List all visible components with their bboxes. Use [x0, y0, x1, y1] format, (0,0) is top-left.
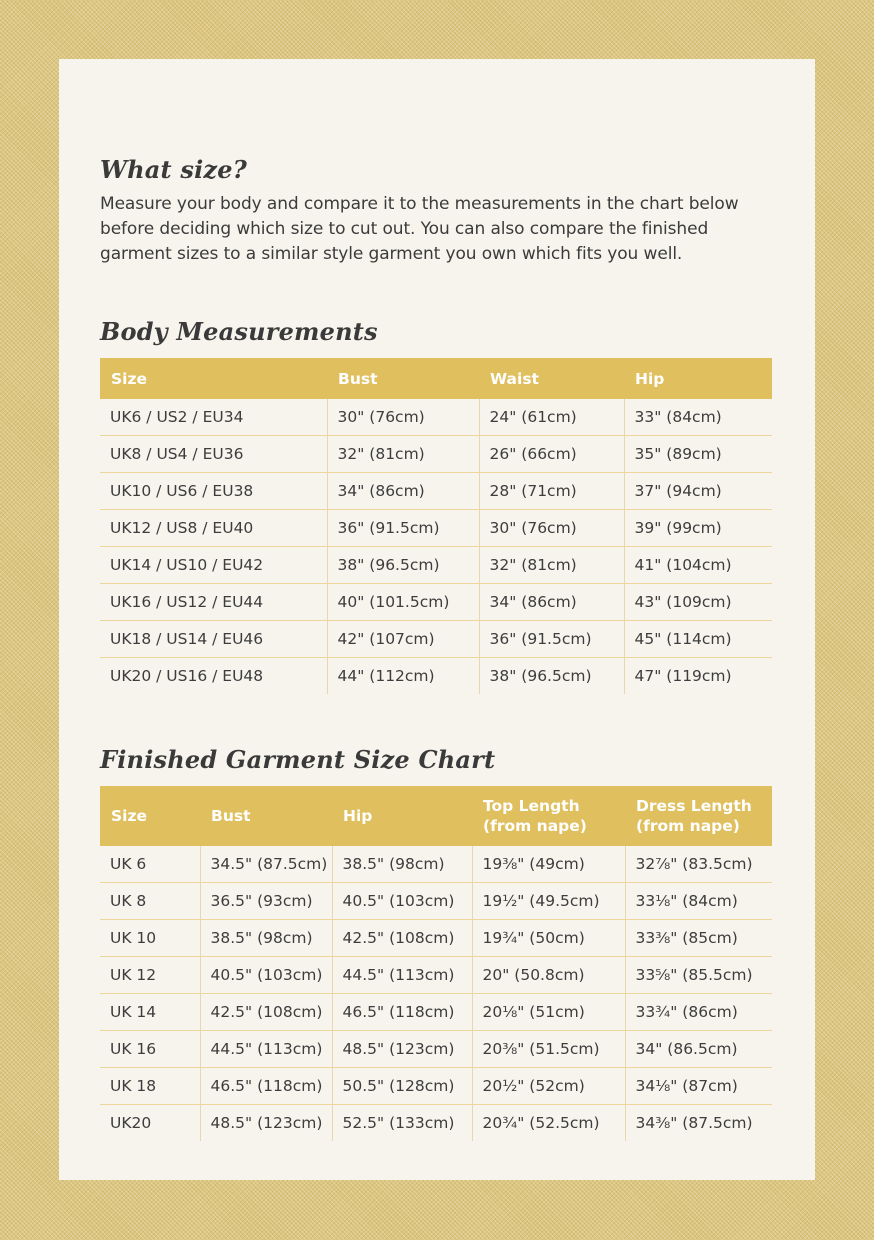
table-cell: 44" (112cm) — [327, 658, 479, 695]
table-cell: 37" (94cm) — [624, 473, 772, 510]
table-cell: 34⅜" (87.5cm) — [635, 1114, 753, 1132]
column-header-label: Bust — [211, 807, 251, 825]
body-measurements-title: Body Measurements — [100, 317, 378, 346]
table-cell: UK 18 — [100, 1068, 200, 1105]
table-cell: 38.5" (98cm) — [200, 920, 332, 957]
table-cell: 30" (76cm) — [479, 510, 624, 547]
table-cell: 32⅞" (83.5cm) — [625, 846, 772, 883]
table-row — [100, 994, 772, 1031]
table-cell: 40" (101.5cm) — [327, 584, 479, 621]
column-header — [472, 786, 625, 846]
table-cell: UK16 / US12 / EU44 — [100, 584, 327, 621]
table-row — [100, 436, 772, 473]
table-row — [100, 473, 772, 510]
table-cell: 34" (86.5cm) — [625, 1031, 772, 1068]
table-cell: 20" (50.8cm) — [472, 957, 625, 994]
table-cell: 20½" (52cm) — [472, 1068, 625, 1105]
table-cell: 38.5" (98cm) — [332, 846, 472, 883]
table-row — [100, 957, 772, 994]
table-cell: 42.5" (108cm) — [200, 994, 332, 1031]
intro-title: What size? — [100, 155, 247, 184]
table-row — [100, 510, 772, 547]
page-card — [59, 59, 815, 1180]
table-cell: 28" (71cm) — [479, 473, 624, 510]
table-cell: 19¾" (50cm) — [472, 920, 625, 957]
column-header-label: Size — [111, 807, 148, 825]
table-row — [100, 621, 772, 658]
table-cell: UK18 / US14 / EU46 — [100, 621, 327, 658]
table-cell: UK10 / US6 / EU38 — [100, 473, 327, 510]
table-cell: UK20 — [100, 1105, 200, 1142]
intro-section — [100, 155, 772, 267]
table-cell: 48.5" (123cm) — [200, 1105, 332, 1142]
column-header: Hip — [624, 358, 772, 399]
table-cell: 40.5" (103cm) — [332, 883, 472, 920]
table-row — [100, 883, 772, 920]
body-measurements-table — [100, 358, 772, 694]
column-header-label: Hip — [343, 807, 373, 825]
column-header — [332, 786, 472, 846]
table-cell: 33¾" (86cm) — [625, 994, 772, 1031]
table-cell: 43" (109cm) — [624, 584, 772, 621]
table-cell: 41" (104cm) — [624, 547, 772, 584]
table-row — [100, 1031, 772, 1068]
table-cell: 42.5" (108cm) — [332, 920, 472, 957]
table-cell: 20⅛" (51cm) — [472, 994, 625, 1031]
finished-garment-section — [100, 745, 772, 1141]
table-row — [100, 547, 772, 584]
table-cell: 36.5" (93cm) — [200, 883, 332, 920]
column-header: Size — [100, 358, 327, 399]
table-cell: 42" (107cm) — [327, 621, 479, 658]
table-cell: UK 12 — [100, 957, 200, 994]
table-cell: 19⅜" (49cm) — [472, 846, 625, 883]
table-cell: 36" (91.5cm) — [479, 621, 624, 658]
table-cell: UK20 / US16 / EU48 — [100, 658, 327, 695]
column-header-label: Top Length — [483, 797, 580, 815]
table-row — [100, 846, 772, 883]
table-row — [100, 920, 772, 957]
table-cell: 32" (81cm) — [479, 547, 624, 584]
table-cell: UK14 / US10 / EU42 — [100, 547, 327, 584]
table-cell: UK 8 — [100, 883, 200, 920]
table-cell: 20¾" (52.5cm) — [472, 1105, 625, 1142]
table-cell: UK12 / US8 / EU40 — [100, 510, 327, 547]
table-cell: 26" (66cm) — [479, 436, 624, 473]
table-row — [100, 584, 772, 621]
table-cell: 45" (114cm) — [624, 621, 772, 658]
table-cell: 52.5" (133cm) — [332, 1105, 472, 1142]
table-cell: 34" (86cm) — [327, 473, 479, 510]
table-cell: 33⅛" (84cm) — [625, 883, 772, 920]
table-cell: 38" (96.5cm) — [327, 547, 479, 584]
table-cell: 20⅜" (51.5cm) — [472, 1031, 625, 1068]
table-cell: 19½" (49.5cm) — [472, 883, 625, 920]
table-cell: UK6 / US2 / EU34 — [100, 399, 327, 436]
table-cell: 44.5" (113cm) — [200, 1031, 332, 1068]
column-header-sublabel: (from nape) — [636, 817, 740, 835]
table-cell: 34" (86cm) — [479, 584, 624, 621]
table-cell: 24" (61cm) — [479, 399, 624, 436]
table-cell: 48.5" (123cm) — [332, 1031, 472, 1068]
table-header-row — [100, 358, 772, 399]
table-cell: 32" (81cm) — [327, 436, 479, 473]
table-cell: UK 14 — [100, 994, 200, 1031]
column-header — [625, 786, 772, 846]
table-cell: 44.5" (113cm) — [332, 957, 472, 994]
table-cell: 47" (119cm) — [634, 667, 732, 685]
column-header — [100, 786, 200, 846]
table-cell: 36" (91.5cm) — [327, 510, 479, 547]
table-header-row — [100, 786, 772, 846]
table-cell: 34.5" (87.5cm) — [200, 846, 332, 883]
table-cell: UK 6 — [100, 846, 200, 883]
table-cell: 39" (99cm) — [624, 510, 772, 547]
table-row — [100, 658, 772, 695]
table-cell: 35" (89cm) — [624, 436, 772, 473]
table-cell: 33⅜" (85cm) — [625, 920, 772, 957]
table-cell: 50.5" (128cm) — [332, 1068, 472, 1105]
table-cell: 40.5" (103cm) — [200, 957, 332, 994]
table-cell: 46.5" (118cm) — [332, 994, 472, 1031]
table-cell: 38" (96.5cm) — [479, 658, 624, 695]
body-measurements-section — [100, 317, 772, 694]
column-header-sublabel: (from nape) — [483, 817, 587, 835]
table-cell: 33" (84cm) — [624, 399, 772, 436]
finished-garment-title: Finished Garment Size Chart — [100, 745, 496, 774]
table-cell: UK 16 — [100, 1031, 200, 1068]
column-header-label: Dress Length — [636, 797, 752, 815]
table-cell: 46.5" (118cm) — [200, 1068, 332, 1105]
finished-garment-table — [100, 786, 772, 1141]
table-row — [100, 1068, 772, 1105]
column-header: Waist — [479, 358, 624, 399]
intro-text: Measure your body and compare it to the measurements in the chart below before deciding which size to cut out. You can also compare the finished garment sizes to a similar style garment you own which fits you well. — [100, 194, 739, 264]
table-cell: 34⅛" (87cm) — [625, 1068, 772, 1105]
table-row — [100, 1105, 772, 1142]
table-cell: 33⅝" (85.5cm) — [625, 957, 772, 994]
table-cell: UK8 / US4 / EU36 — [100, 436, 327, 473]
table-row — [100, 399, 772, 436]
table-cell: UK 10 — [100, 920, 200, 957]
table-cell: 30" (76cm) — [327, 399, 479, 436]
column-header: Bust — [327, 358, 479, 399]
column-header — [200, 786, 332, 846]
